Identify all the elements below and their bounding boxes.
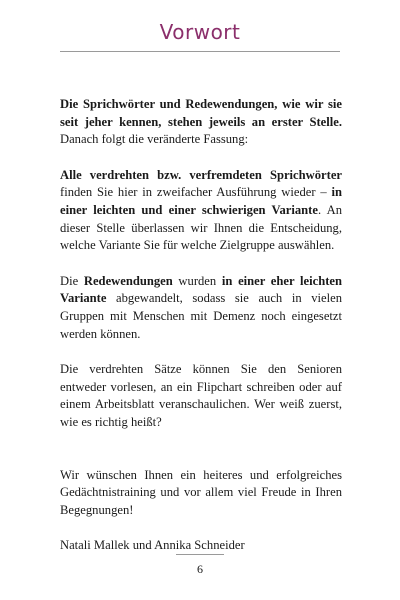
footer-divider: [176, 554, 224, 555]
page-title: Vorwort: [159, 20, 241, 44]
text-run: abgewandelt, sodass sie auch in vielen Gruppen mit Menschen mit Demenz noch eingesetzt werden können.: [60, 291, 342, 341]
text-run: Wir wünschen Ihnen ein heiteres und erfolgreiches Gedächtnistraining und vor allem viel Freude in Ihren Begegnungen!: [60, 467, 342, 517]
text-run: Danach folgt die veränderte Fassung:: [60, 132, 249, 147]
page-number: 6: [197, 562, 203, 576]
text-run: Die: [60, 273, 84, 288]
text-run: wurden: [172, 273, 222, 288]
title-divider: [60, 51, 340, 52]
bold-phrase: in einer eher leichten Variante: [60, 273, 342, 306]
bold-phrase: Redewendungen: [83, 273, 173, 288]
paragraph-usage: [60, 361, 342, 431]
text-run: Die verdrehten Sätze können Sie den Senioren entweder vorlesen, an ein Flipchart schreiben oder auf einem Arbeitsblatt veranschaulichen. Wer weiß zuerst, wie es richtig heißt?: [60, 362, 342, 429]
paragraph-variants: [60, 167, 342, 255]
paragraph-idioms: [60, 273, 342, 343]
bold-phrase: Alle verdrehten bzw. verfremdeten Sprichwörter: [60, 167, 342, 182]
paragraph-wishes: [60, 467, 342, 520]
paragraph-intro: [60, 96, 342, 149]
bold-phrase: Die Sprichwörter und Redewendungen, wie wir sie seit jeher kennen, stehen jeweils an erster Stelle.: [60, 97, 342, 129]
authors-signature: Natali Mallek und Annika Schneider: [60, 538, 245, 553]
text-run: finden Sie hier in zweifacher Ausführung wieder –: [60, 185, 332, 200]
bold-phrase: in einer leichten und einer schwierigen Variante: [60, 185, 342, 217]
paragraph-authors: [60, 537, 342, 555]
text-run: . An dieser Stelle überlassen wir Ihnen die Entscheidung, welche Variante Sie für welche Zielgruppe auswählen.: [60, 202, 342, 253]
body-text: [60, 96, 342, 573]
